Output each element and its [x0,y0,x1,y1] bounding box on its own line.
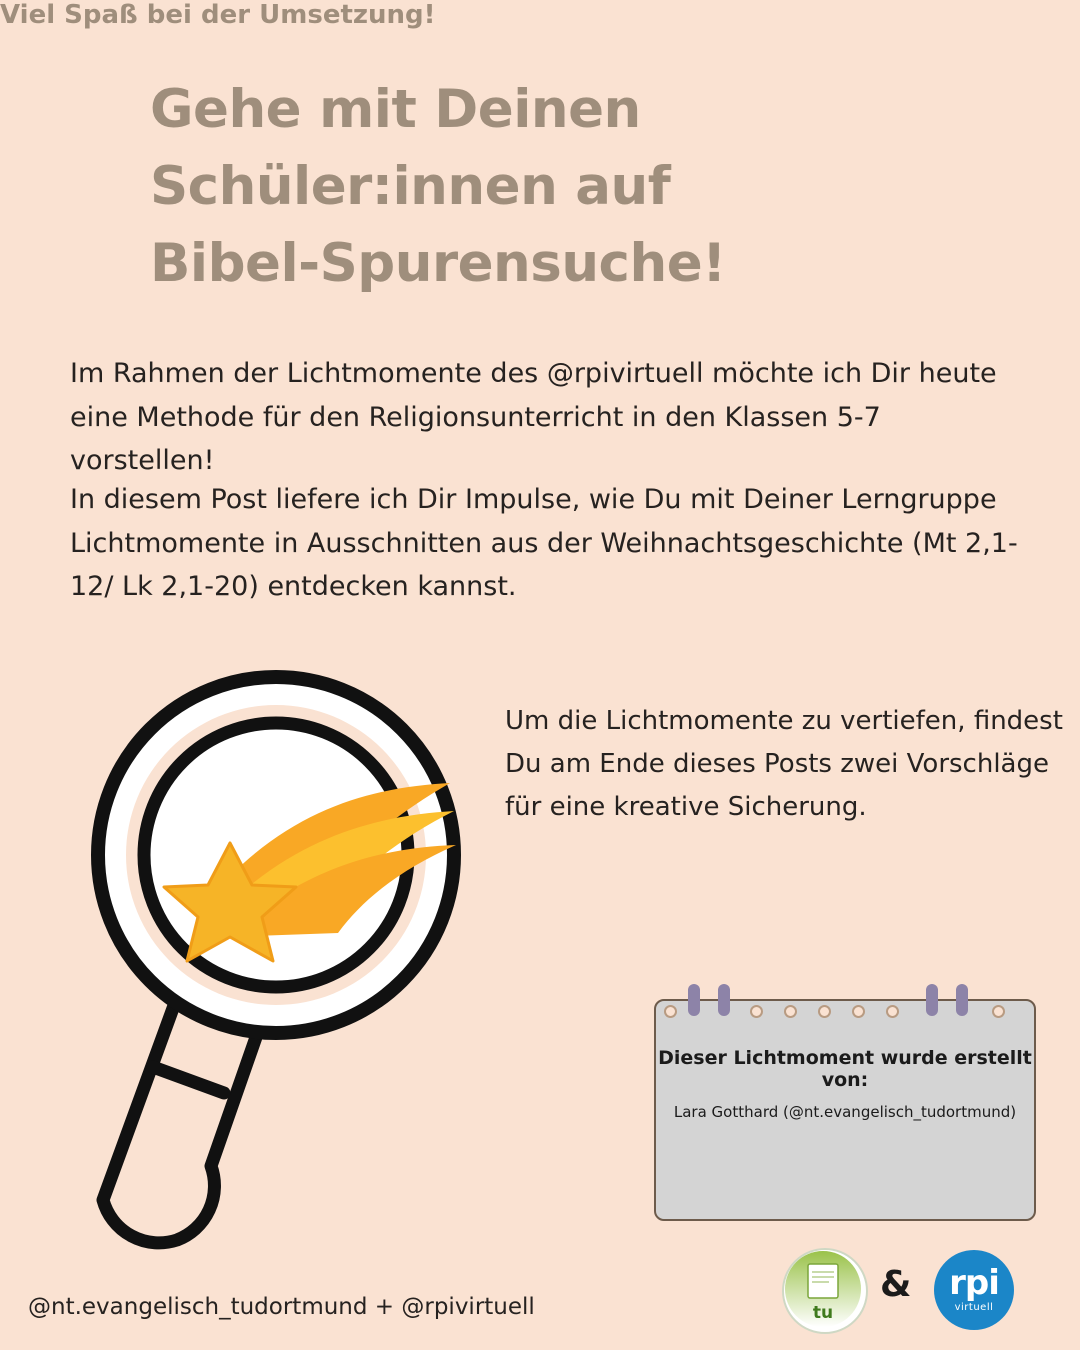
magnifier-icon [58,655,478,1305]
footer-handles: @nt.evangelisch_tudortmund + @rpivirtuell [28,1294,535,1320]
notepad-hole [750,1005,763,1018]
notepad-ring [718,984,730,1016]
notepad-ring [956,984,968,1016]
ampersand-separator: & [880,1264,912,1305]
notepad-hole [784,1005,797,1018]
credit-notepad [654,985,1038,1225]
wish-paragraph: Viel Spaß bei der Umsetzung! [0,0,436,30]
notepad-ring [688,984,700,1016]
rpi-logo-text: rpi [949,1263,999,1303]
notepad-hole [852,1005,865,1018]
logo-row [782,1248,1057,1334]
svg-text:tu: tu [812,1303,834,1323]
page-title [150,72,1000,303]
rpi-logo-subtext: virtuell [954,1302,994,1313]
credit-author: Lara Gotthard (@nt.evangelisch_tudortmund) [673,1103,1017,1121]
notepad-hole [886,1005,899,1018]
page-title-line-2: Bibel-Spurensuche! [150,232,726,294]
description-paragraph: In diesem Post liefere ich Dir Impulse, wie Du mit Deiner Lerngruppe Lichtmomente in Ausschnitten aus der Weihnachtsgeschichte (Mt 2,1-12/ Lk 2,1-20) entdecken kannst. [70,484,1018,603]
intro-paragraph: Im Rahmen der Lichtmomente des @rpivirtuell möchte ich Dir heute eine Methode für den Religionsunterricht in den Klassen 5-7 vorstellen! [70,358,997,477]
notepad-hole [992,1005,1005,1018]
page-title-line-1: Gehe mit Deinen Schüler:innen auf [150,79,671,217]
notepad-hole [664,1005,677,1018]
notepad-ring [926,984,938,1016]
credit-title: Dieser Lichtmoment wurde erstellt von: [658,1047,1032,1091]
tu-dortmund-logo [782,1248,868,1334]
rpi-virtuell-logo [934,1250,1014,1330]
notepad-hole [818,1005,831,1018]
closing-paragraph: Um die Lichtmomente zu vertiefen, findest Du am Ende dieses Posts zwei Vorschläge für eine kreative Sicherung. [505,706,1063,823]
